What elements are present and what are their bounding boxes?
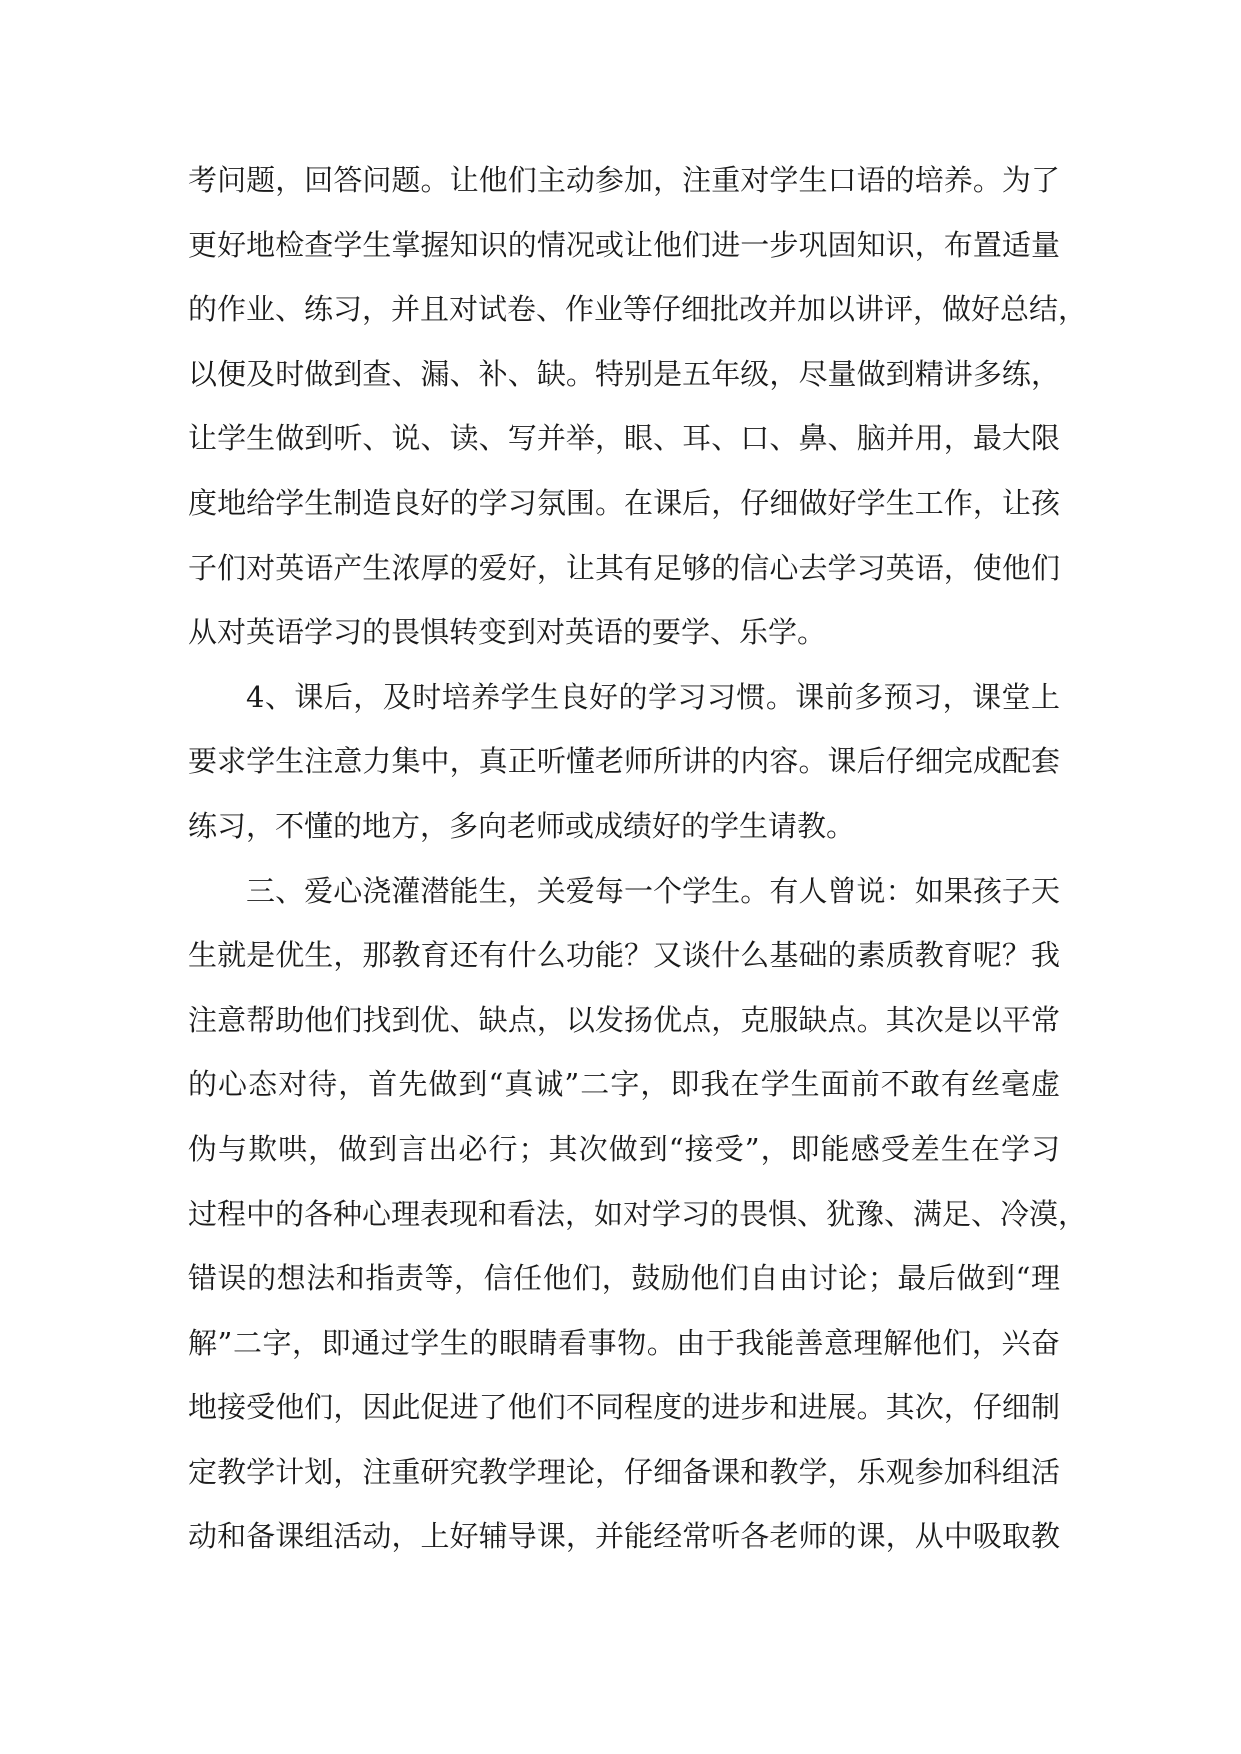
text-line: 更好地检查学生掌握知识的情况或让他们进一步巩固知识，布置适量 [188,227,1060,262]
text-line: 生就是优生，那教育还有什么功能？又谈什么基础的素质教育呢？我 [188,938,1060,973]
text-line: 的作业、练习，并且对试卷、作业等仔细批改并加以讲评，做好总结， [188,292,1088,327]
text-line: 错误的想法和指责等，信任他们，鼓励他们自由讨论；最后做到“理 [188,1261,1060,1296]
text-line: 子们对英语产生浓厚的爱好，让其有足够的信心去学习英语，使他们 [188,550,1060,585]
text-line: 让学生做到听、说、读、写并举，眼、耳、口、鼻、脑并用，最大限 [188,421,1060,456]
text-line: 要求学生注意力集中，真正听懂老师所讲的内容。课后仔细完成配套 [188,744,1060,779]
text-line: 4、课后，及时培养学生良好的学习习惯。课前多预习，课堂上 [246,679,1060,714]
text-line: 伪与欺哄，做到言出必行；其次做到“接受”，即能感受差生在学习 [188,1131,1060,1166]
text-line: 考问题，回答问题。让他们主动参加，注重对学生口语的培养。为了 [188,163,1060,197]
text-line: 定教学计划，注重研究教学理论，仔细备课和教学，乐观参加科组活 [188,1454,1060,1489]
text-line: 以便及时做到查、漏、补、缺。特别是五年级，尽量做到精讲多练， [188,356,1060,391]
text-line: 解”二字，即通过学生的眼睛看事物。由于我能善意理解他们，兴奋 [188,1325,1060,1360]
text-line: 三、爱心浇灌潜能生，关爱每一个学生。有人曾说：如果孩子天 [246,873,1060,908]
text-line: 练习，不懂的地方，多向老师或成绩好的学生请教。 [188,808,856,843]
text-line: 度地给学生制造良好的学习氛围。在课后，仔细做好学生工作，让孩 [188,485,1060,520]
text-line: 动和备课组活动，上好辅导课，并能经常听各老师的课，从中吸取教 [188,1519,1060,1554]
paragraph-continued [188,148,1088,665]
text-line: 过程中的各种心理表现和看法，如对学习的畏惧、犹豫、满足、冷漠， [188,1196,1088,1231]
text-line: 的心态对待，首先做到“真诚”二字，即我在学生面前不敢有丝毫虚 [188,1067,1060,1102]
body-text [188,148,1088,1569]
paragraph-item-4 [188,665,1060,859]
text-line: 从对英语学习的畏惧转变到对英语的要学、乐学。 [188,615,827,650]
text-line: 注意帮助他们找到优、缺点，以发扬优点，克服缺点。其次是以平常 [188,1002,1060,1037]
paragraph-section-3 [188,859,1088,1570]
text-line: 地接受他们，因此促进了他们不同程度的进步和进展。其次，仔细制 [188,1390,1060,1425]
